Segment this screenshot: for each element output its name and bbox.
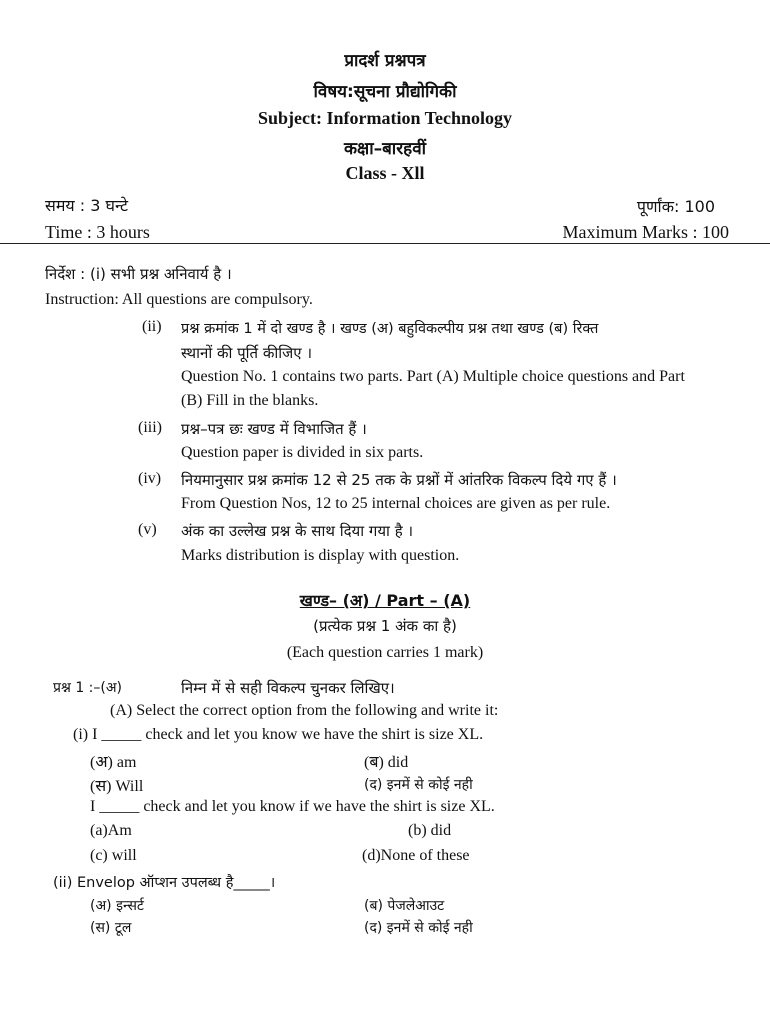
q1-i-option-d: (द) इनमें से कोई नही xyxy=(364,777,473,793)
q1-ii-option-b: (ब) पेजलेआउट xyxy=(364,898,445,914)
part-a-each-hindi: (प्रत्येक प्रश्न 1 अंक का है) xyxy=(313,617,457,635)
instruction-iii-number: (iii) xyxy=(138,419,162,436)
q1-i-option-c: (स) Will xyxy=(90,778,144,795)
q1-i-option-b: (ब) did xyxy=(364,754,409,771)
class-hindi: कक्षा–बारहवीं xyxy=(343,139,427,159)
q1-i-english-option-d: (d)None of these xyxy=(362,847,470,864)
part-a-heading: खण्ड– (अ) / Part – (A) xyxy=(299,591,471,610)
q1-label-hindi: प्रश्न 1 :–(अ) xyxy=(53,680,123,696)
q1-ii-question: (ii) Envelop ऑप्शन उपलब्ध है_____। xyxy=(53,875,276,891)
subject-english: Subject: Information Technology xyxy=(257,108,513,128)
marks-hindi: पूर्णांक: 100 xyxy=(636,197,715,216)
instruction-ii-hindi-2: स्थानों की पूर्ति कीजिए । xyxy=(181,344,313,362)
instruction-iii-hindi: प्रश्न–पत्र छः खण्ड में विभाजित हैं । xyxy=(181,420,367,438)
instruction-v-hindi: अंक का उल्लेख प्रश्न के साथ दिया गया है । xyxy=(181,522,414,540)
subject-hindi: विषय:सूचना प्रौद्योगिकी xyxy=(313,82,457,102)
q1-i-english-option-c: (c) will xyxy=(90,847,137,864)
part-a-each-english: (Each question carries 1 mark) xyxy=(286,644,484,661)
instruction-ii-number: (ii) xyxy=(142,318,162,335)
instruction-iv-number: (iv) xyxy=(138,470,162,487)
q1-ii-option-c: (स) टूल xyxy=(90,920,132,936)
q1-prompt-english: (A) Select the correct option from the following and write it: xyxy=(110,702,499,719)
q1-ii-option-d: (द) इनमें से कोई नही xyxy=(364,920,473,936)
q1-i-english-option-b: (b) did xyxy=(408,822,452,839)
q1-ii-option-a: (अ) इन्सर्ट xyxy=(90,898,144,914)
instruction-ii-english-1: Question No. 1 contains two parts. Part (A) Multiple choice questions and Part xyxy=(181,368,685,385)
instruction-i-english: Instruction: All questions are compulsory. xyxy=(45,291,313,308)
time-hindi: समय : 3 घन्टे xyxy=(45,196,129,215)
title-hindi: प्रादर्श प्रश्नपत्र xyxy=(344,51,426,71)
instruction-i-hindi: निर्देश : (i) सभी प्रश्न अनिवार्य है । xyxy=(45,265,232,283)
q1-i-question-english: I _____ check and let you know if we have the shirt is size XL. xyxy=(90,798,495,815)
header-divider xyxy=(0,243,770,244)
q1-prompt-hindi: निम्न में से सही विकल्प चुनकर लिखिए। xyxy=(181,679,395,697)
time-english: Time : 3 hours xyxy=(45,222,150,242)
instruction-v-number: (v) xyxy=(138,521,157,538)
instruction-iv-hindi: नियमानुसार प्रश्न क्रमांक 12 से 25 तक के प्रश्नों में आंतरिक विकल्प दिये गए हैं । xyxy=(181,471,617,489)
q1-i-option-a: (अ) am xyxy=(90,754,137,771)
instruction-iii-english: Question paper is divided in six parts. xyxy=(181,444,424,461)
instruction-ii-hindi-1: प्रश्न क्रमांक 1 में दो खण्ड है । खण्ड (अ) बहुविकल्पीय प्रश्न तथा खण्ड (ब) रिक्त xyxy=(181,321,599,337)
class-english: Class - Xll xyxy=(345,163,425,183)
q1-i-question: (i) I _____ check and let you know we have the shirt is size XL. xyxy=(73,726,484,743)
instruction-ii-english-2: (B) Fill in the blanks. xyxy=(181,392,319,409)
instruction-v-english: Marks distribution is display with question. xyxy=(181,547,460,564)
marks-english: Maximum Marks : 100 xyxy=(562,222,729,242)
instruction-iv-english: From Question Nos, 12 to 25 internal choices are given as per rule. xyxy=(181,495,611,512)
q1-i-english-option-a: (a)Am xyxy=(90,822,132,839)
